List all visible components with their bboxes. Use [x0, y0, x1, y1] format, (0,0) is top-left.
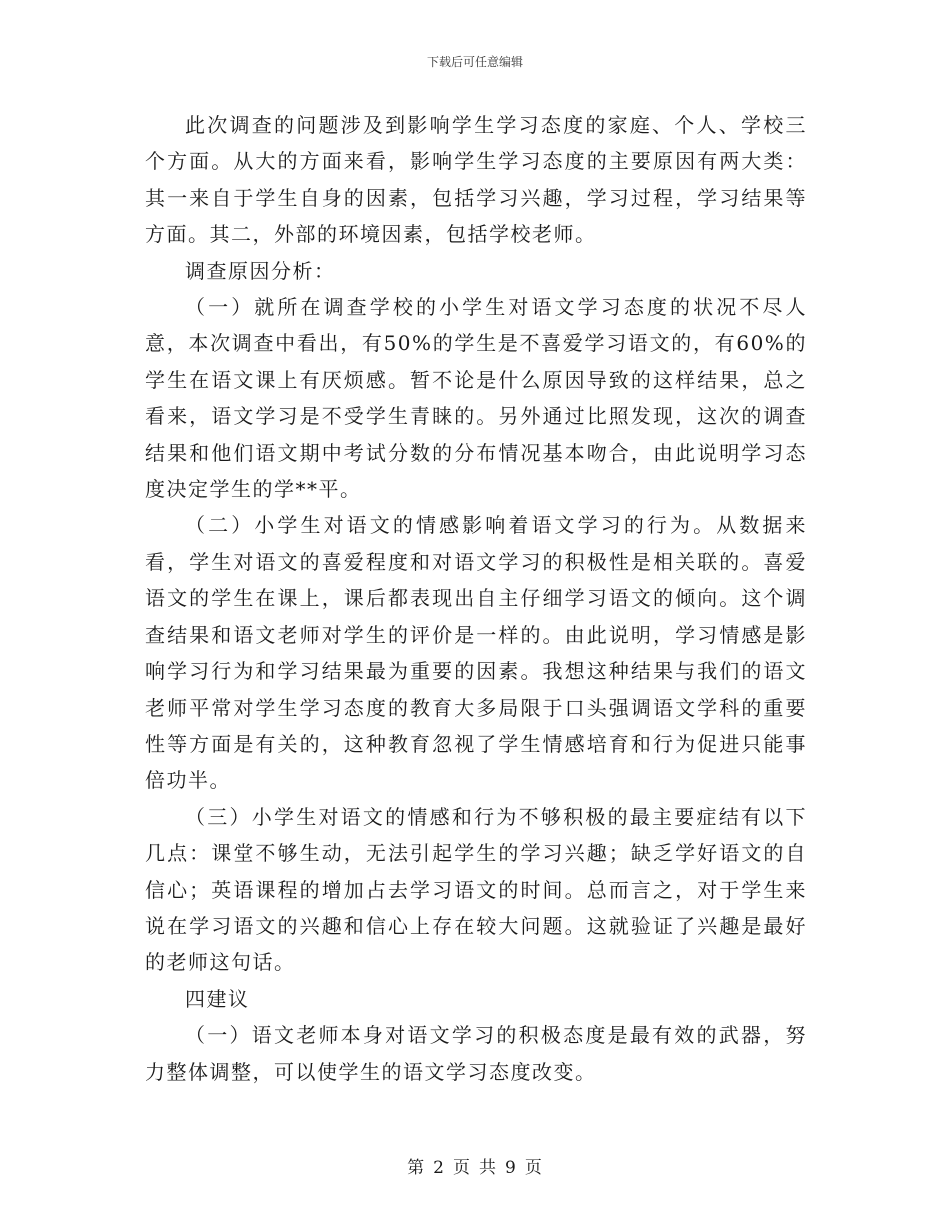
paragraph-suggestion-1: （一）语文老师本身对语文学习的积极态度是最有效的武器，努力整体调整，可以使学生的语文学习态度改变。	[145, 1023, 807, 1084]
paragraph-analysis-1: （一）就所在调查学校的小学生对语文学习态度的状况不尽人意，本次调查中看出，有50%的学生是不喜爱学习语文的，有60%的学生在语文课上有厌烦感。暂不论是什么原因导致的这样结果，总之看来，语文学习是不受学生青睐的。另外通过比照发现，这次的调查结果和他们语文期中考试分数的分布情况基本吻合，由此说明学习态度决定学生的学**平。	[145, 295, 807, 502]
paragraph-analysis-3: （三）小学生对语文的情感和行为不够积极的最主要症结有以下几点：课堂不够生动，无法引起学生的学习兴趣；缺乏学好语文的自信心；英语课程的增加占去学习语文的时间。总而言之，对于学生来说在学习语文的兴趣和信心上存在较大问题。这就验证了兴趣是最好的老师这句话。	[145, 804, 807, 975]
total-page-count: 9	[505, 1158, 517, 1178]
footer-prefix: 第	[407, 1158, 426, 1178]
paragraph-analysis-heading: 调查原因分析：	[185, 258, 336, 283]
document-body	[145, 107, 807, 1090]
page-header: 下载后可任意编辑	[426, 55, 523, 69]
current-page-number: 2	[433, 1158, 445, 1178]
paragraph-survey-scope: 此次调查的问题涉及到影响学生学习态度的家庭、个人、学校三个方面。从大的方面来看，影响学生学习态度的主要原因有两大类：其一来自于学生自身的因素，包括学习兴趣，学习过程，学习结果等方面。其二，外部的环境因素，包括学校老师。	[145, 113, 807, 247]
paragraph-suggestions-heading: 四建议	[185, 986, 250, 1011]
page-footer	[0, 1153, 950, 1178]
paragraph-analysis-2: （二）小学生对语文的情感影响着语文学习的行为。从数据来看，学生对语文的喜爱程度和对语文学习的积极性是相关联的。喜爱语文的学生在课上，课后都表现出自主仔细学习语文的倾向。这个调查结果和语文老师对学生的评价是一样的。由此说明，学习情感是影响学习行为和学习结果最为重要的因素。我想这种结果与我们的语文老师平常对学生学习态度的教育大多局限于口头强调语文学科的重要性等方面是有关的，这种教育忽视了学生情感培育和行为促进只能事倍功半。	[145, 513, 807, 793]
footer-suffix: 页	[524, 1158, 543, 1178]
footer-page-word: 页	[453, 1158, 471, 1178]
footer-total-word: 共	[479, 1158, 497, 1178]
